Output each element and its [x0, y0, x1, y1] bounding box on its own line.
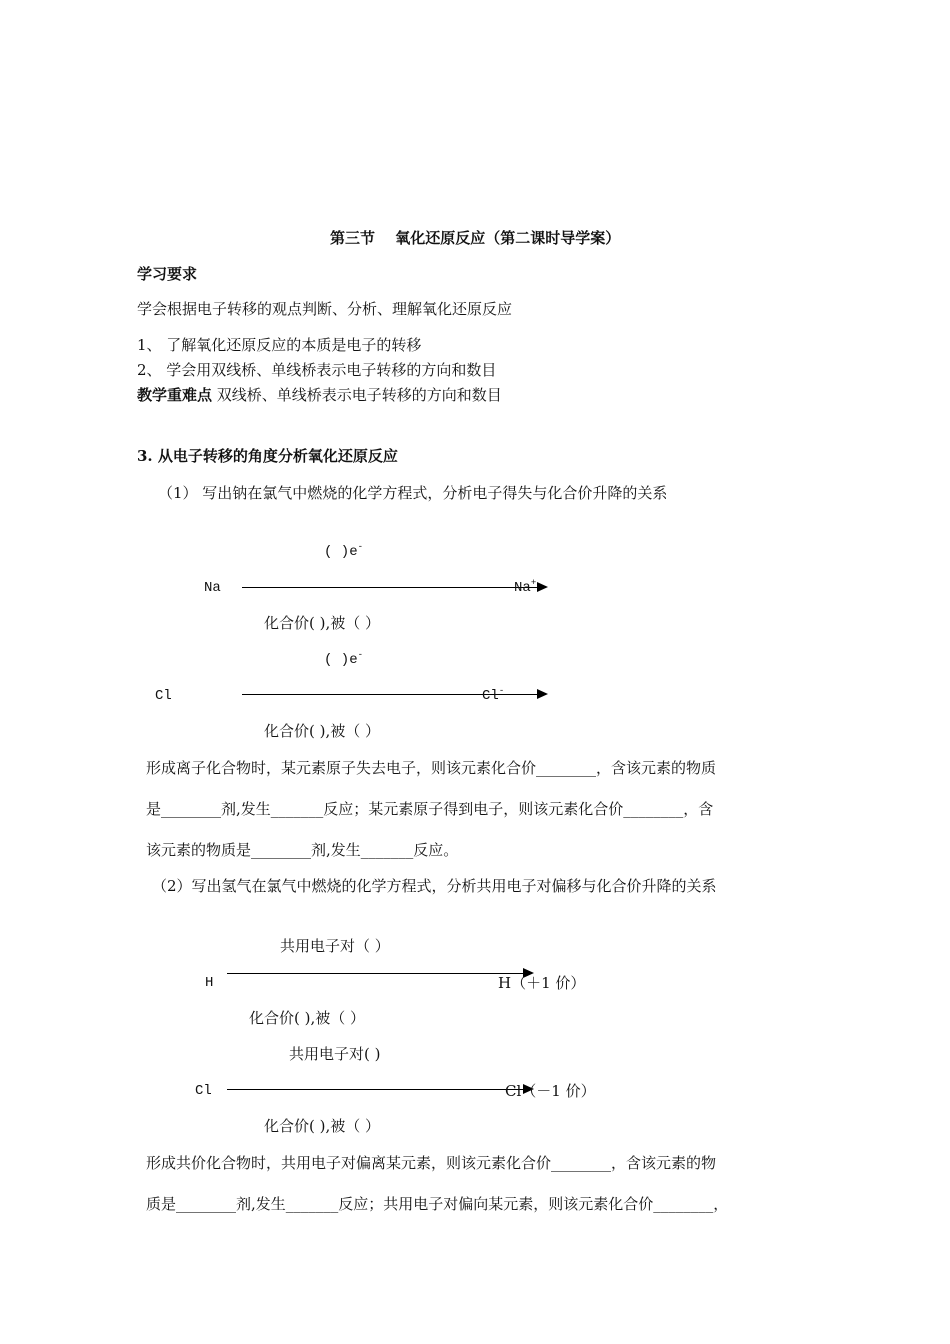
covalent-paragraph-line-2: 质是________剂,发生_______反应；共用电子对偏向某元素，则该元素化合价________，: [146, 1195, 729, 1213]
cl2-right-label: Cl（－1 价）: [505, 1082, 596, 1100]
key-points-text: 双线桥、单线桥表示电子转移的方向和数目: [212, 386, 502, 404]
ionic-paragraph-line-3: 该元素的物质是________剂,发生_______反应。: [146, 841, 459, 859]
page-title: 第三节 氧化还原反应（第二课时导学案）: [330, 229, 621, 247]
requirement-item-1: 1、 了解氧化还原反应的本质是电子的转移: [137, 336, 422, 354]
question-2: （2）写出氢气在氯气中燃烧的化学方程式，分析共用电子对偏移与化合价升降的关系: [152, 877, 717, 895]
na-arrow: [242, 587, 546, 588]
na-right-label: Na+: [514, 578, 537, 596]
electron-label-2: ( )e-: [324, 650, 364, 668]
covalent-paragraph-line-1: 形成共价化合物时，共用电子对偏离某元素，则该元素化合价________，含该元素的物: [146, 1154, 717, 1172]
ionic-paragraph-line-2: 是________剂,发生_______反应；某元素原子得到电子，则该元素化合价________，含: [146, 800, 714, 818]
requirements-heading: 学习要求: [137, 265, 198, 283]
electron-label-1: ( )e-: [324, 542, 364, 560]
cl-right-label: Cl-: [482, 686, 505, 704]
ionic-paragraph-line-1: 形成离子化合物时，某元素原子失去电子，则该元素化合价________，含该元素的物质: [146, 759, 717, 777]
key-points-label: 教学重难点: [137, 386, 213, 404]
section-3-heading: 3. 从电子转移的角度分析氧化还原反应: [137, 447, 398, 465]
h-right-label: H（＋1 价）: [498, 974, 586, 992]
shared-pair-label-2: 共用电子对( ): [289, 1045, 381, 1063]
cl2-valence-line: 化合价( ),被（ ）: [264, 1117, 381, 1135]
cl-valence-line: 化合价( ),被（ ）: [264, 722, 381, 740]
h-left-label: H: [205, 975, 214, 991]
cl-left-label: Cl: [155, 688, 172, 704]
question-1: （1） 写出钠在氯气中燃烧的化学方程式，分析电子得失与化合价升降的关系: [158, 484, 668, 502]
requirements-text: 学会根据电子转移的观点判断、分析、理解氧化还原反应: [137, 300, 513, 318]
requirement-item-2: 2、 学会用双线桥、单线桥表示电子转移的方向和数目: [137, 361, 497, 379]
shared-pair-label-1: 共用电子对（ ）: [280, 937, 390, 955]
na-valence-line: 化合价( ),被（ ）: [264, 614, 381, 632]
na-left-label: Na: [204, 580, 221, 596]
key-points: [137, 385, 502, 405]
cl2-arrow: [227, 1089, 532, 1090]
h-arrow: [227, 973, 532, 974]
h-valence-line: 化合价( ),被（ ）: [249, 1009, 366, 1027]
cl2-left-label: Cl: [195, 1083, 212, 1099]
